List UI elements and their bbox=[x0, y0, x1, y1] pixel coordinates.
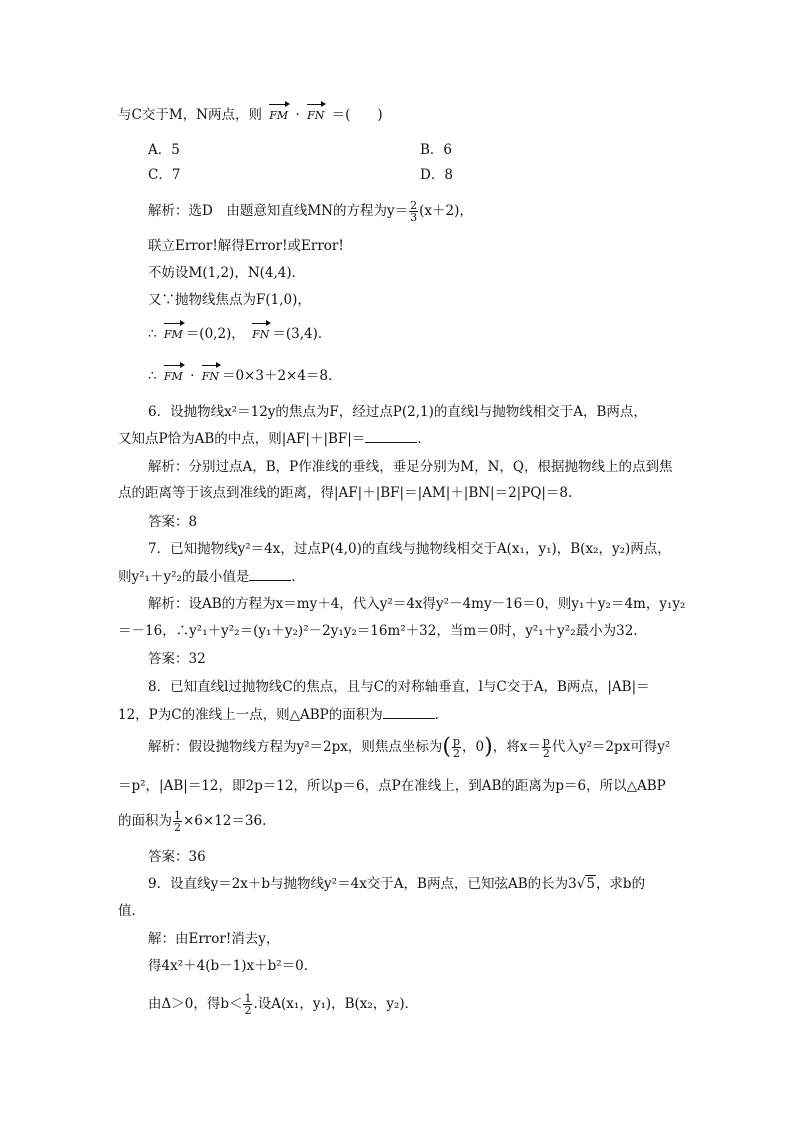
solution-text: 解析：选D 由题意知直线MN的方程为y＝ bbox=[148, 203, 409, 219]
solution-line: 又∵抛物线焦点为F(1,0)， bbox=[148, 292, 311, 308]
answer-line: 答案：8 bbox=[148, 514, 198, 530]
answer-line: 答案：32 bbox=[148, 651, 206, 667]
question-9-line bbox=[148, 874, 645, 894]
fraction-numerator: 2 bbox=[410, 199, 418, 212]
question-text: 又知点P恰为AB的中点，则|AF|＋|BF|＝ bbox=[118, 431, 366, 447]
question-5-tail bbox=[118, 103, 383, 126]
question-9-line: 值． bbox=[118, 903, 145, 919]
question-8-line: 8．已知直线l过抛物线C的焦点，且与C的对称轴垂直，l与C交于A，B两点，|AB|＝ bbox=[148, 679, 650, 695]
vector-fm: FM bbox=[164, 364, 183, 387]
solution-text: .设A(x₁，y₁)，B(x₂，y₂)． bbox=[253, 996, 419, 1012]
option-a: A．5 bbox=[148, 142, 180, 158]
question-text: 12，P为C的准线上一点，则△ABP的面积为 bbox=[118, 707, 383, 723]
question-6-line: 6．设抛物线x²＝12y的焦点为F，经过点P(2,1)的直线l与抛物线相交于A，B两点， bbox=[148, 404, 647, 420]
solution-text: 的面积为 bbox=[118, 813, 172, 829]
dot-operator: · bbox=[190, 368, 195, 384]
solution-text: (x＋2)， bbox=[419, 203, 473, 219]
vector-fm: FM bbox=[269, 103, 288, 126]
right-paren: ) bbox=[484, 734, 493, 760]
question-8-line bbox=[118, 704, 448, 725]
vector-fm: FM bbox=[164, 322, 183, 345]
solution-line bbox=[148, 322, 331, 345]
fraction-denominator: 2 bbox=[174, 821, 181, 834]
question-7-line bbox=[118, 566, 305, 587]
question-text: 9．设直线y＝2x＋b与抛物线y²＝4x交于A，B两点，已知弦AB的长为3 bbox=[148, 876, 577, 892]
question-7-line: 7．已知抛物线y²＝4x，过点P(4,0)的直线与抛物线相交于A(x₁，y₁)，B(x₂，y₂)两点， bbox=[148, 541, 671, 557]
solution-text: 代入y²＝2px可得y² bbox=[551, 739, 671, 755]
solution-line bbox=[148, 200, 473, 223]
option-d: D．8 bbox=[420, 167, 453, 183]
solution-line: 不妨设M(1,2)，N(4,4)． bbox=[148, 265, 306, 281]
fraction-numerator: 1 bbox=[244, 992, 252, 1005]
vector-fn: FN bbox=[202, 364, 219, 387]
solution-line: 解析：分别过点A，B，P作准线的垂线，垂足分别为M，N，Q，根据抛物线上的点到焦 bbox=[148, 459, 673, 475]
option-c: C．7 bbox=[148, 167, 181, 183]
vector-fn: FN bbox=[252, 322, 269, 345]
question-text: ，求b的 bbox=[595, 876, 646, 892]
fraction bbox=[452, 736, 461, 759]
solution-line: ＝p²，|AB|＝12，即2p＝12，所以p＝6，点P在准线上，到AB的距离为p＝6，所以△ABP bbox=[118, 778, 666, 794]
solution-text: ＝(3,4)． bbox=[272, 326, 332, 342]
question-text: ． bbox=[417, 431, 431, 447]
fraction bbox=[173, 810, 182, 833]
solution-text: 由Δ＞0，得b＜ bbox=[148, 996, 243, 1012]
solution-line: 得4x²＋4(b－1)x＋b²＝0. bbox=[148, 958, 309, 974]
solution-line: 解：由Error!消去y， bbox=[148, 931, 280, 947]
sqrt-sign: √ bbox=[576, 876, 586, 892]
answer-blank bbox=[365, 428, 417, 443]
question-6-line bbox=[118, 428, 431, 449]
vector-fn: FN bbox=[307, 103, 324, 126]
answer-blank bbox=[383, 704, 435, 719]
solution-text: ＝0×3＋2×4＝8. bbox=[221, 368, 333, 384]
solution-text: ，将x＝ bbox=[492, 739, 541, 755]
solution-line: 解析：设AB的方程为x＝my＋4，代入y²＝4x得y²－4my－16＝0，则y₁＋y₂＝4m，y₁y₂ bbox=[148, 596, 686, 612]
fraction bbox=[243, 993, 252, 1016]
option-b: B．6 bbox=[420, 142, 453, 158]
question-text: 则y²₁＋y²₂的最小值是 bbox=[118, 569, 250, 585]
fraction-numerator: p bbox=[542, 735, 550, 748]
solution-line bbox=[118, 810, 266, 833]
dot-operator: · bbox=[295, 107, 300, 123]
solution-line bbox=[148, 364, 332, 387]
answer-line: 答案：36 bbox=[148, 849, 206, 865]
question-text: ＝( ) bbox=[331, 107, 383, 123]
fraction-numerator: 1 bbox=[174, 809, 181, 822]
fraction-denominator: 2 bbox=[244, 1004, 252, 1017]
fraction-denominator: 2 bbox=[542, 747, 550, 760]
solution-text: ，0 bbox=[462, 739, 485, 755]
solution-line bbox=[148, 993, 418, 1016]
solution-line: 联立Error!解得Error!或Error! bbox=[148, 238, 344, 254]
question-text: ． bbox=[434, 707, 449, 723]
fraction-numerator: p bbox=[452, 735, 461, 748]
question-text: 与C交于M，N两点，则 bbox=[118, 107, 262, 123]
fraction bbox=[542, 736, 551, 759]
fraction-denominator: 3 bbox=[410, 211, 418, 224]
fraction bbox=[409, 200, 418, 223]
solution-text: 解析：假设抛物线方程为y²＝2px，则焦点坐标为 bbox=[148, 739, 443, 755]
solution-line: 点的距离等于该点到准线的距离，得|AF|＋|BF|＝|AM|＋|BN|＝2|PQ|＝8. bbox=[118, 485, 573, 501]
solution-text: ＝(0,2)， bbox=[185, 326, 245, 342]
solution-line: ＝－16，∴y²₁＋y²₂＝(y₁＋y₂)²－2y₁y₂＝16m²＋32，当m＝0时，y²₁＋y²₂最小为32. bbox=[118, 623, 638, 639]
left-paren: ( bbox=[442, 734, 451, 760]
solution-text: ×6×12＝36. bbox=[183, 813, 267, 829]
solution-line bbox=[148, 736, 670, 759]
fraction-denominator: 2 bbox=[453, 747, 460, 760]
therefore-symbol: ∴ bbox=[148, 368, 157, 384]
therefore-symbol: ∴ bbox=[148, 326, 157, 342]
sqrt-radicand: 5 bbox=[586, 876, 595, 892]
answer-blank bbox=[249, 566, 291, 581]
question-text: ． bbox=[291, 569, 305, 585]
